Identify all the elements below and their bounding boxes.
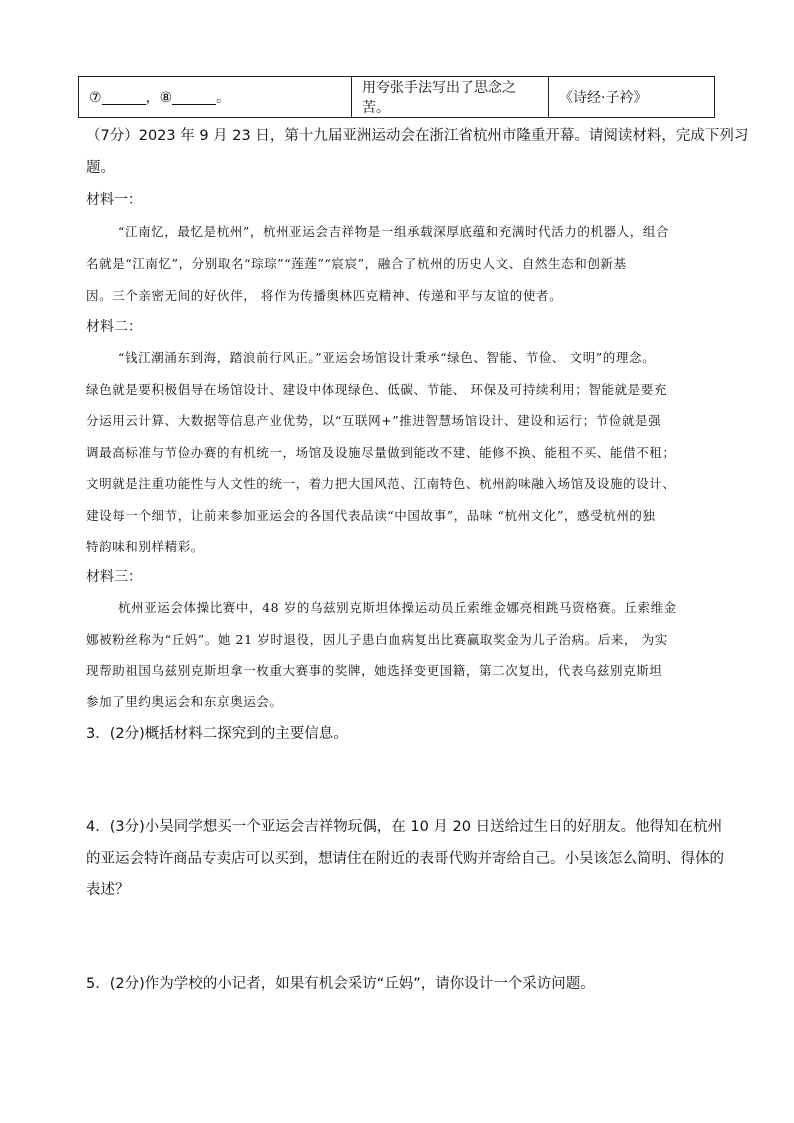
material3-line: 参加了里约奥运会和东京奥运会。 bbox=[86, 694, 283, 709]
intro-line-2: 题。 bbox=[86, 160, 115, 176]
intro-line-1: （7分）2023 年 9 月 23 日，第十九届亚洲运动会在浙江省杭州市隆重开幕。请阅读材料，完成下列习 bbox=[86, 128, 749, 144]
material3-label: 材料三： bbox=[86, 569, 142, 585]
period: 。 bbox=[216, 90, 231, 106]
material2-line: 调最高标准与节俭办赛的有机统一，场馆及设施尽量做到能改不建、能修不换、能租不买、能借不租； bbox=[86, 445, 676, 460]
question-4-line: 4．(3分)小吴同学想买一个亚运会吉祥物玩偶，在 10 月 20 日送给过生日的好朋友。他得知在杭州 bbox=[86, 819, 723, 835]
poem-answer-table bbox=[78, 76, 715, 118]
material2-line: 绿色就是要积极倡导在场馆设计、建设中体现绿色、低碳、节能、 环保及可持续利用；智能就是要充 bbox=[86, 382, 667, 397]
question-4-line: 的亚运会特许商品专卖店可以买到，想请住在附近的表哥代购并寄给自己。小吴该怎么简明、得体的 bbox=[86, 851, 724, 867]
source-cell: 《诗经·子衿》 bbox=[549, 77, 715, 118]
material1-line: “江南忆，最忆是杭州”，杭州亚运会吉祥物是一组承载深厚底蕴和充满时代活力的机器人，组合 bbox=[118, 224, 670, 239]
material1-label: 材料一： bbox=[86, 192, 142, 208]
table-row bbox=[79, 77, 715, 118]
material3-line: 现帮助祖国乌兹别克斯坦拿一枚重大赛事的奖牌，她选择变更国籍，第二次复出，代表乌兹别克斯坦 bbox=[86, 663, 663, 678]
circle-number-7: ⑦ bbox=[89, 90, 102, 106]
blank-answer-cell bbox=[79, 77, 352, 118]
circle-number-8: ⑧ bbox=[159, 90, 173, 106]
material1-line: 名就是“江南忆”，分别取名“琮琮”“莲莲”“宸宸”，融合了杭州的历史人文、自然生态和创新基 bbox=[86, 256, 627, 271]
material2-line: “钱江潮涌东到海，踏浪前行风正。”亚运会场馆设计秉承“绿色、智能、节俭、 文明”的理念。 bbox=[118, 350, 656, 365]
question-4-line: 表述？ bbox=[86, 882, 130, 898]
question-3: 3．(2分)概括材料二探究到的主要信息。 bbox=[86, 726, 348, 742]
material2-line: 特韵味和别样精彩。 bbox=[86, 539, 204, 554]
material2-line: 建设每一个细节，让前来参加亚运会的各国代表品读“中国故事”，品味 “杭州文化”，感受杭州的独 bbox=[86, 508, 656, 523]
material2-label: 材料二： bbox=[86, 319, 142, 335]
material2-line: 文明就是注重功能性与人文性的统一，着力把大国风范、江南特色、杭州韵味融入场馆及设施的设计、 bbox=[86, 476, 676, 491]
material3-line: 娜被粉丝称为“丘妈”。她 21 岁时退役，因儿子患白血病复出比赛赢取奖金为儿子治病。后来， 为实 bbox=[86, 632, 668, 647]
material2-line: 分运用云计算、大数据等信息产业优势，以“互联网+”推进智慧场馆设计、建设和运行；节俭就是强 bbox=[86, 413, 662, 428]
material3-line: 杭州亚运会体操比赛中，48 岁的乌兹别克斯坦体操运动员丘索维金娜亮相跳马资格赛。丘索维金 bbox=[118, 600, 677, 615]
comma: ， bbox=[145, 90, 160, 106]
material1-line: 因。三个亲密无间的好伙伴， 将作为传播奥林匹克精神、传递和平与友谊的使者。 bbox=[86, 288, 563, 303]
question-5: 5．(2分)作为学校的小记者，如果有机会采访“丘妈”，请你设计一个采访问题。 bbox=[86, 976, 595, 992]
answer-blank-7[interactable] bbox=[102, 92, 146, 105]
answer-blank-8[interactable] bbox=[172, 92, 216, 105]
technique-cell: 用夸张手法写出了思念之苦。 bbox=[352, 77, 549, 118]
